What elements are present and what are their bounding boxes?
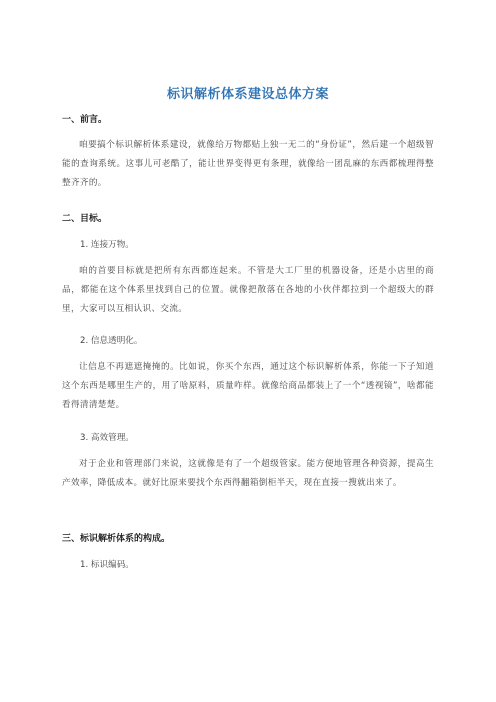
heading-preface: 一、前言。 [62, 115, 108, 125]
structure-item-coding: 1. 标识编码。 [80, 560, 134, 570]
heading-structure: 三、标识解析体系的构成。 [62, 534, 171, 544]
document-title: 标识解析体系建设总体方案 [166, 87, 329, 102]
paragraph-preface: 咱要搞个标识解析体系建设，就像给万物都贴上独一无二的“身份证”，然后建一个超级智能的查询系统。这事儿可老酷了，能让世界变得更有条理，就像给一团乱麻的东西都梳理得整整齐齐的。 [62, 140, 434, 188]
goal-item-management: 3. 高效管理。 [80, 433, 134, 443]
heading-goals: 二、目标。 [62, 214, 108, 224]
goal-item-connect: 1. 连接万物。 [80, 240, 134, 250]
paragraph-management: 对于企业和管理部门来说，这就像是有了一个超级管家。能方便地管理各种资源，提高生产效率，降低成本。就好比原来要找个东西得翻箱倒柜半天，现在直接一搜就出来了。 [62, 459, 434, 488]
paragraph-connect: 咱的首要目标就是把所有东西都连起来。不管是大工厂里的机器设备，还是小店里的商品，都能在这个体系里找到自己的位置。就像把散落在各地的小伙伴都拉到一个超级大的群里，大家可以互相认识、交流。 [62, 266, 434, 314]
goal-item-transparency: 2. 信息透明化。 [80, 336, 143, 346]
paragraph-transparency: 让信息不再遮遮掩掩的。比如说，你买个东西，通过这个标识解析体系，你能一下子知道这个东西是哪里生产的，用了啥原料，质量咋样。就像给商品都装上了一个“透视镜”，啥都能看得清清楚楚。 [62, 362, 434, 410]
